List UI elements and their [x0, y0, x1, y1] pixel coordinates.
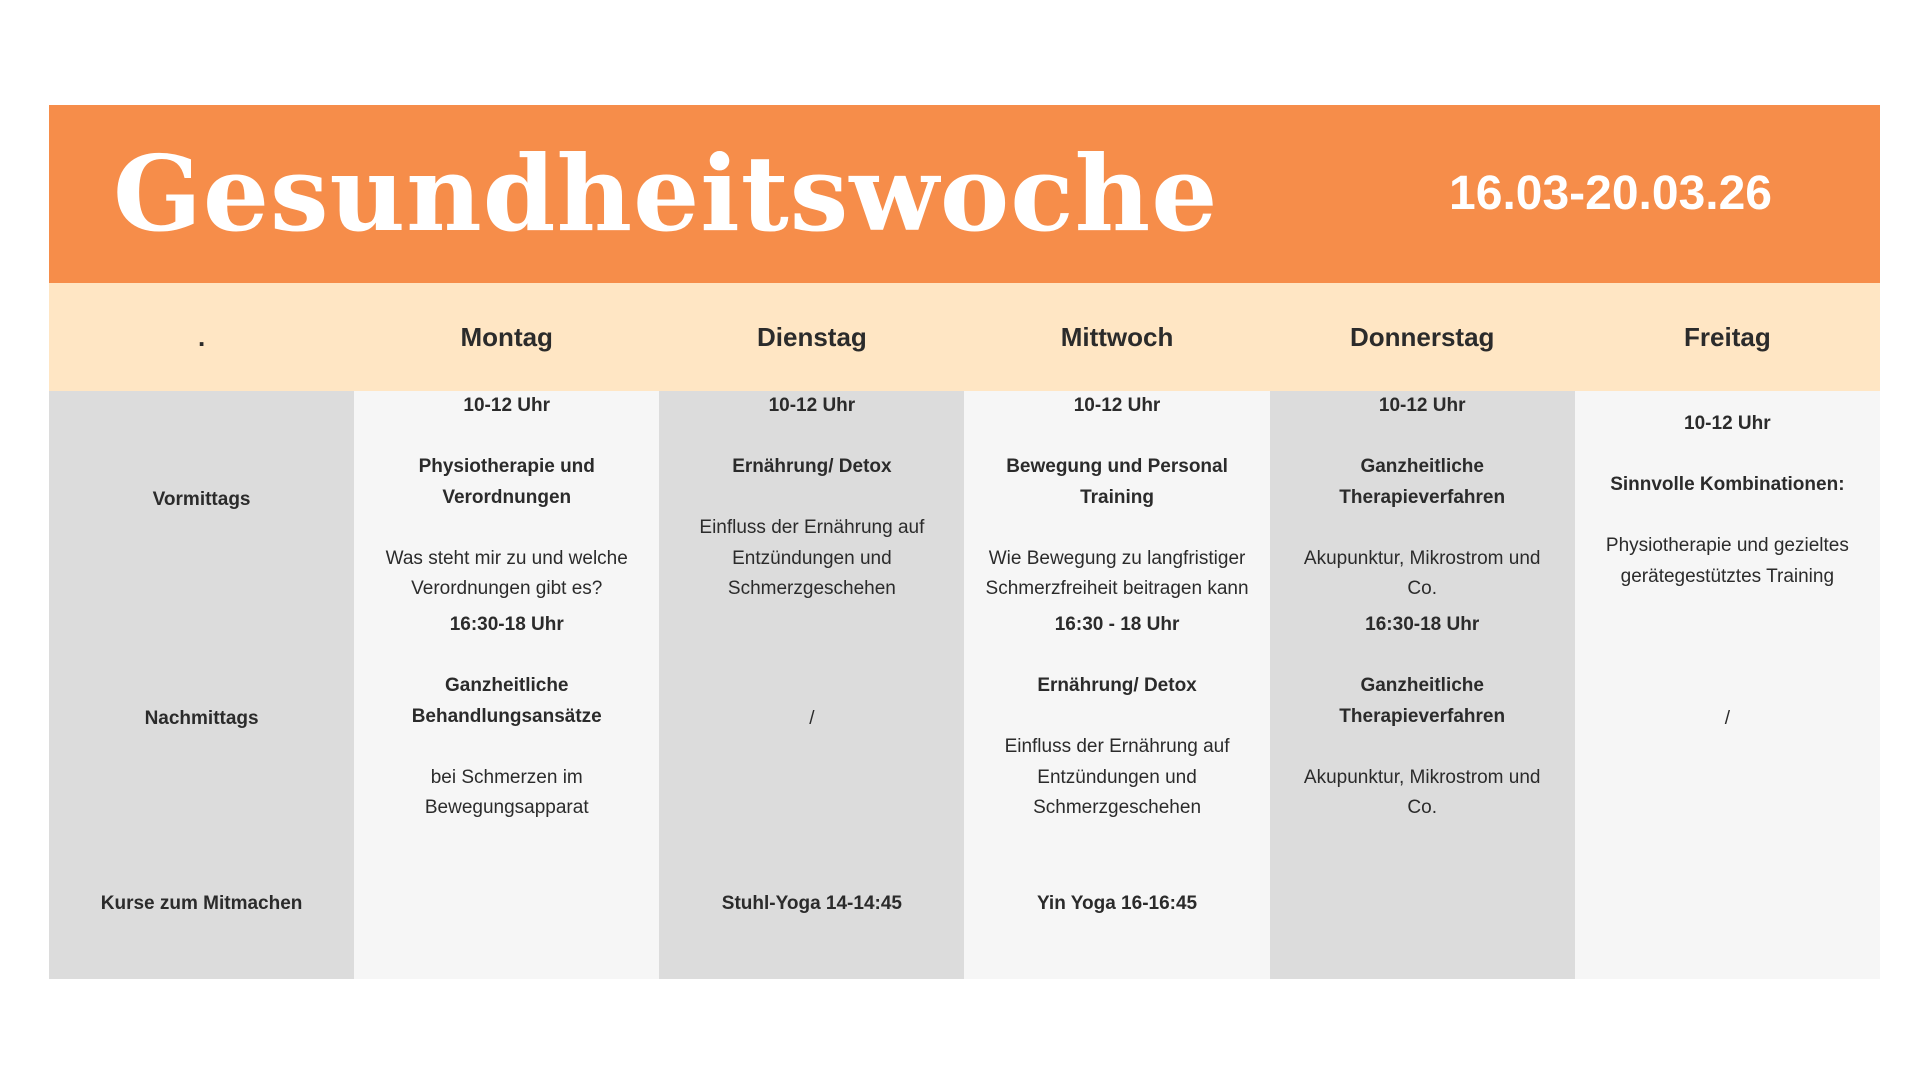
- morning-friday-cell: [1575, 391, 1880, 610]
- row-label-courses: Kurse zum Mitmachen: [49, 829, 354, 979]
- session-time: 16:30-18 Uhr: [1365, 614, 1480, 635]
- session-description: Co.: [1407, 578, 1437, 599]
- column-header-thursday: Donnerstag: [1270, 283, 1575, 391]
- session-description: Schmerzgeschehen: [1033, 797, 1202, 818]
- course-entry: Stuhl-Yoga 14-14:45: [721, 892, 902, 914]
- afternoon-monday-cell: [354, 610, 659, 829]
- schedule-table: [49, 283, 1880, 979]
- afternoon-thursday-cell: [1270, 610, 1575, 829]
- column-header-monday: Montag: [354, 283, 659, 391]
- session-description: Was steht mir zu und welche: [385, 547, 628, 569]
- courses-thursday-cell: [1270, 829, 1575, 979]
- column-header-tuesday: Dienstag: [659, 283, 964, 391]
- session-title: Behandlungsansätze: [411, 705, 602, 727]
- session-description: bei Schmerzen im: [430, 766, 583, 788]
- session-description: Physiotherapie und gezieltes: [1605, 535, 1849, 556]
- session-description: Schmerzgeschehen: [727, 578, 896, 599]
- session-description: Einfluss der Ernährung auf: [1004, 736, 1230, 757]
- date-range: 16.03-20.03.26: [1449, 167, 1772, 220]
- session-time: 10-12 Uhr: [768, 395, 856, 416]
- session-description: Verordnungen gibt es?: [411, 578, 603, 599]
- session-title: Ganzheitliche: [444, 675, 569, 696]
- session-title: Physiotherapie und: [418, 456, 595, 477]
- session-time: 10-12 Uhr: [463, 395, 551, 416]
- empty-slot-marker: /: [809, 708, 815, 730]
- courses-friday-cell: [1575, 829, 1880, 979]
- column-header-corner: .: [49, 283, 354, 391]
- afternoon-wednesday-cell: [964, 610, 1269, 829]
- session-description: Entzündungen und: [732, 547, 892, 569]
- afternoon-friday-cell: [1575, 610, 1880, 829]
- column-header-friday: Freitag: [1575, 283, 1880, 391]
- session-description: Bewegungsapparat: [424, 797, 589, 818]
- session-description: Co.: [1407, 797, 1437, 818]
- page-title: Gesundheitswoche: [113, 132, 1219, 255]
- courses-monday-cell: [354, 829, 659, 979]
- morning-thursday-cell: [1270, 391, 1575, 610]
- session-title: Therapieverfahren: [1339, 705, 1506, 727]
- session-time: 16:30-18 Uhr: [449, 614, 564, 635]
- empty-slot-marker: /: [1724, 708, 1730, 730]
- session-time: 16:30 - 18 Uhr: [1054, 614, 1180, 635]
- morning-monday-cell: [354, 391, 659, 610]
- morning-wednesday-cell: [964, 391, 1269, 610]
- session-description: Wie Bewegung zu langfristiger: [988, 547, 1246, 569]
- course-entry: Yin Yoga 16-16:45: [1036, 892, 1198, 914]
- session-title: Bewegung und Personal: [1006, 456, 1228, 477]
- session-description: gerätegestütztes Training: [1620, 565, 1835, 587]
- session-title: Therapieverfahren: [1339, 486, 1506, 508]
- session-title: Ganzheitliche: [1360, 675, 1484, 696]
- session-title: Sinnvolle Kombinationen:: [1610, 474, 1845, 495]
- session-description: Schmerzfreiheit beitragen kann: [985, 578, 1249, 599]
- session-description: Einfluss der Ernährung auf: [699, 517, 925, 538]
- courses-wednesday-cell: [964, 829, 1269, 979]
- courses-tuesday-cell: [659, 829, 964, 979]
- morning-tuesday-cell: [659, 391, 964, 610]
- session-time: 10-12 Uhr: [1378, 395, 1466, 416]
- session-description: Akupunktur, Mikrostrom und: [1303, 547, 1541, 569]
- session-title: Ganzheitliche: [1360, 456, 1484, 477]
- session-description: Akupunktur, Mikrostrom und: [1303, 766, 1541, 788]
- session-title: Training: [1080, 486, 1154, 508]
- row-label-morning: Vormittags: [49, 391, 354, 610]
- session-time: 10-12 Uhr: [1684, 413, 1771, 434]
- session-title: Verordnungen: [442, 486, 572, 508]
- session-time: 10-12 Uhr: [1073, 395, 1161, 416]
- session-description: Entzündungen und: [1037, 766, 1197, 788]
- session-title: Ernährung/ Detox: [732, 456, 892, 477]
- title-banner: [49, 105, 1880, 283]
- column-header-wednesday: Mittwoch: [964, 283, 1269, 391]
- afternoon-tuesday-cell: [659, 610, 964, 829]
- session-title: Ernährung/ Detox: [1037, 675, 1197, 696]
- row-label-afternoon: Nachmittags: [49, 610, 354, 829]
